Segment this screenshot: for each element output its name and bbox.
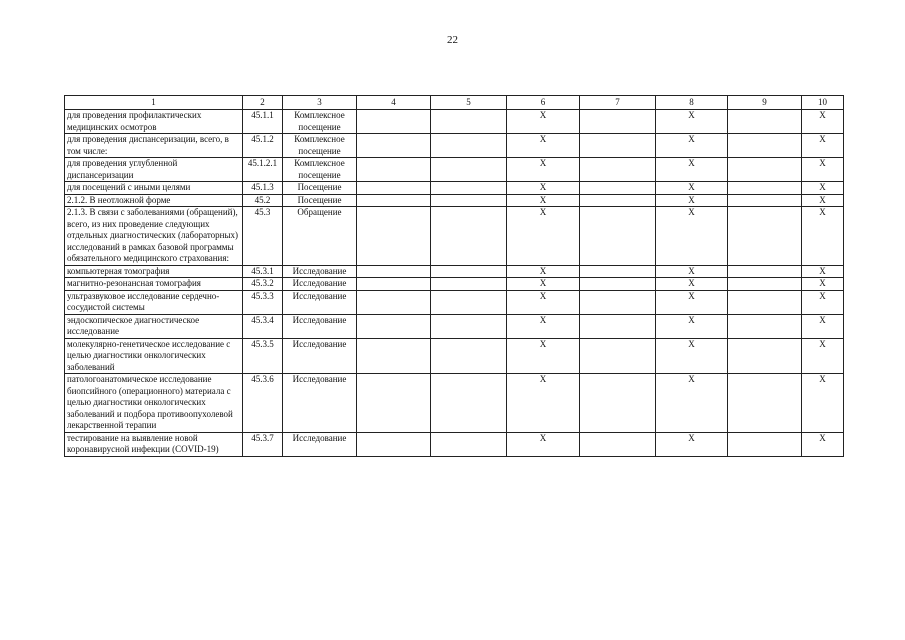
cell-col-4 [357, 374, 431, 433]
cell-indicator-name: магнитно-резонансная томография [65, 278, 243, 291]
cell-col-7 [580, 110, 656, 134]
cell-indicator-name: эндоскопическое диагностическое исследование [65, 314, 243, 338]
cell-col-6: X [507, 194, 580, 207]
table-row [65, 207, 844, 266]
cell-row-code: 45.3.6 [243, 374, 283, 433]
col-header-3: 3 [283, 96, 357, 110]
cell-col-6: X [507, 338, 580, 374]
cell-col-5 [431, 314, 507, 338]
cell-col-6: X [507, 182, 580, 195]
cell-col-5 [431, 338, 507, 374]
cell-col-4 [357, 432, 431, 456]
table-row [65, 278, 844, 291]
cell-col-10: X [802, 110, 844, 134]
cell-col-7 [580, 290, 656, 314]
cell-unit: Исследование [283, 338, 357, 374]
data-table [64, 95, 844, 457]
cell-col-7 [580, 265, 656, 278]
cell-col-8: X [656, 110, 728, 134]
cell-col-9 [728, 432, 802, 456]
cell-col-5 [431, 207, 507, 266]
table-row [65, 290, 844, 314]
cell-col-7 [580, 158, 656, 182]
cell-col-4 [357, 338, 431, 374]
cell-col-7 [580, 338, 656, 374]
cell-row-code: 45.3 [243, 207, 283, 266]
cell-col-8: X [656, 207, 728, 266]
col-header-1: 1 [65, 96, 243, 110]
cell-col-4 [357, 134, 431, 158]
col-header-2: 2 [243, 96, 283, 110]
cell-col-5 [431, 182, 507, 195]
cell-col-7 [580, 374, 656, 433]
cell-col-6: X [507, 314, 580, 338]
cell-indicator-name: молекулярно-генетическое исследование с целью диагностики онкологических заболеваний [65, 338, 243, 374]
cell-row-code: 45.3.4 [243, 314, 283, 338]
cell-col-10: X [802, 158, 844, 182]
cell-col-5 [431, 265, 507, 278]
cell-col-4 [357, 314, 431, 338]
cell-row-code: 45.1.2.1 [243, 158, 283, 182]
cell-indicator-name: для посещений с иными целями [65, 182, 243, 195]
cell-col-10: X [802, 265, 844, 278]
col-header-7: 7 [580, 96, 656, 110]
cell-col-10: X [802, 134, 844, 158]
cell-col-4 [357, 182, 431, 195]
cell-indicator-name: для проведения диспансеризации, всего, в том числе: [65, 134, 243, 158]
cell-row-code: 45.3.5 [243, 338, 283, 374]
cell-indicator-name: 2.1.2. В неотложной форме [65, 194, 243, 207]
cell-col-8: X [656, 194, 728, 207]
cell-col-10: X [802, 194, 844, 207]
cell-col-5 [431, 290, 507, 314]
cell-col-4 [357, 278, 431, 291]
cell-col-8: X [656, 290, 728, 314]
cell-col-6: X [507, 134, 580, 158]
table-row [65, 194, 844, 207]
cell-col-9 [728, 265, 802, 278]
table-row [65, 158, 844, 182]
cell-row-code: 45.3.1 [243, 265, 283, 278]
cell-col-6: X [507, 110, 580, 134]
cell-col-7 [580, 134, 656, 158]
cell-col-8: X [656, 338, 728, 374]
col-header-4: 4 [357, 96, 431, 110]
cell-col-9 [728, 182, 802, 195]
cell-col-7 [580, 182, 656, 195]
cell-col-5 [431, 374, 507, 433]
cell-col-8: X [656, 314, 728, 338]
table-row [65, 432, 844, 456]
cell-indicator-name: компьютерная томография [65, 265, 243, 278]
cell-col-8: X [656, 278, 728, 291]
cell-col-10: X [802, 278, 844, 291]
cell-col-8: X [656, 265, 728, 278]
cell-col-9 [728, 158, 802, 182]
cell-col-4 [357, 158, 431, 182]
cell-col-5 [431, 432, 507, 456]
cell-col-9 [728, 374, 802, 433]
cell-col-7 [580, 194, 656, 207]
cell-unit: Исследование [283, 314, 357, 338]
cell-row-code: 45.3.2 [243, 278, 283, 291]
cell-col-5 [431, 278, 507, 291]
cell-indicator-name: тестирование на выявление новой коронавирусной инфекции (COVID-19) [65, 432, 243, 456]
cell-col-8: X [656, 182, 728, 195]
cell-col-10: X [802, 182, 844, 195]
cell-col-5 [431, 134, 507, 158]
cell-row-code: 45.1.2 [243, 134, 283, 158]
cell-col-5 [431, 110, 507, 134]
cell-col-10: X [802, 290, 844, 314]
cell-indicator-name: 2.1.3. В связи с заболеваниями (обращений), всего, из них проведение следующих отдельных диагностических (лабораторных) исследований в рамках базовой программы обязательного медицинского страхования: [65, 207, 243, 266]
cell-col-8: X [656, 374, 728, 433]
cell-col-10: X [802, 207, 844, 266]
cell-col-10: X [802, 314, 844, 338]
cell-row-code: 45.1.1 [243, 110, 283, 134]
cell-col-9 [728, 134, 802, 158]
cell-unit: Исследование [283, 290, 357, 314]
cell-unit: Обращение [283, 207, 357, 266]
cell-unit: Посещение [283, 194, 357, 207]
cell-col-7 [580, 278, 656, 291]
cell-col-9 [728, 207, 802, 266]
cell-unit: Комплексное посещение [283, 158, 357, 182]
cell-col-6: X [507, 158, 580, 182]
cell-col-7 [580, 314, 656, 338]
cell-unit: Комплексное посещение [283, 134, 357, 158]
cell-indicator-name: ультразвуковое исследование сердечно-сосудистой системы [65, 290, 243, 314]
cell-col-5 [431, 158, 507, 182]
col-header-9: 9 [728, 96, 802, 110]
cell-col-6: X [507, 278, 580, 291]
cell-col-4 [357, 110, 431, 134]
cell-unit: Исследование [283, 278, 357, 291]
cell-col-8: X [656, 134, 728, 158]
col-header-8: 8 [656, 96, 728, 110]
cell-col-8: X [656, 432, 728, 456]
table-body [65, 110, 844, 457]
page-number: 22 [447, 34, 458, 46]
cell-col-9 [728, 110, 802, 134]
cell-unit: Посещение [283, 182, 357, 195]
cell-indicator-name: патологоанатомическое исследование биопсийного (операционного) материала с целью диагностики онкологических заболеваний и подбора противоопухолевой лекарственной терапии [65, 374, 243, 433]
table-header [65, 96, 844, 110]
cell-col-6: X [507, 374, 580, 433]
table-row [65, 110, 844, 134]
table-row [65, 338, 844, 374]
table-row [65, 265, 844, 278]
cell-col-9 [728, 290, 802, 314]
table-row [65, 182, 844, 195]
cell-col-10: X [802, 338, 844, 374]
cell-row-code: 45.1.3 [243, 182, 283, 195]
cell-row-code: 45.3.3 [243, 290, 283, 314]
table-row [65, 134, 844, 158]
cell-unit: Комплексное посещение [283, 110, 357, 134]
cell-col-9 [728, 338, 802, 374]
cell-col-6: X [507, 265, 580, 278]
cell-indicator-name: для проведения углубленной диспансеризации [65, 158, 243, 182]
cell-unit: Исследование [283, 374, 357, 433]
cell-unit: Исследование [283, 432, 357, 456]
cell-col-8: X [656, 158, 728, 182]
cell-col-9 [728, 314, 802, 338]
cell-col-4 [357, 194, 431, 207]
cell-col-4 [357, 207, 431, 266]
cell-row-code: 45.3.7 [243, 432, 283, 456]
cell-col-4 [357, 265, 431, 278]
table-row [65, 314, 844, 338]
cell-indicator-name: для проведения профилактических медицинских осмотров [65, 110, 243, 134]
cell-unit: Исследование [283, 265, 357, 278]
table-row [65, 374, 844, 433]
cell-col-9 [728, 278, 802, 291]
cell-row-code: 45.2 [243, 194, 283, 207]
col-header-10: 10 [802, 96, 844, 110]
cell-col-9 [728, 194, 802, 207]
cell-col-7 [580, 432, 656, 456]
col-header-5: 5 [431, 96, 507, 110]
cell-col-6: X [507, 207, 580, 266]
cell-col-10: X [802, 374, 844, 433]
cell-col-10: X [802, 432, 844, 456]
cell-col-6: X [507, 432, 580, 456]
header-row [65, 96, 844, 110]
cell-col-6: X [507, 290, 580, 314]
col-header-6: 6 [507, 96, 580, 110]
cell-col-5 [431, 194, 507, 207]
cell-col-7 [580, 207, 656, 266]
cell-col-4 [357, 290, 431, 314]
